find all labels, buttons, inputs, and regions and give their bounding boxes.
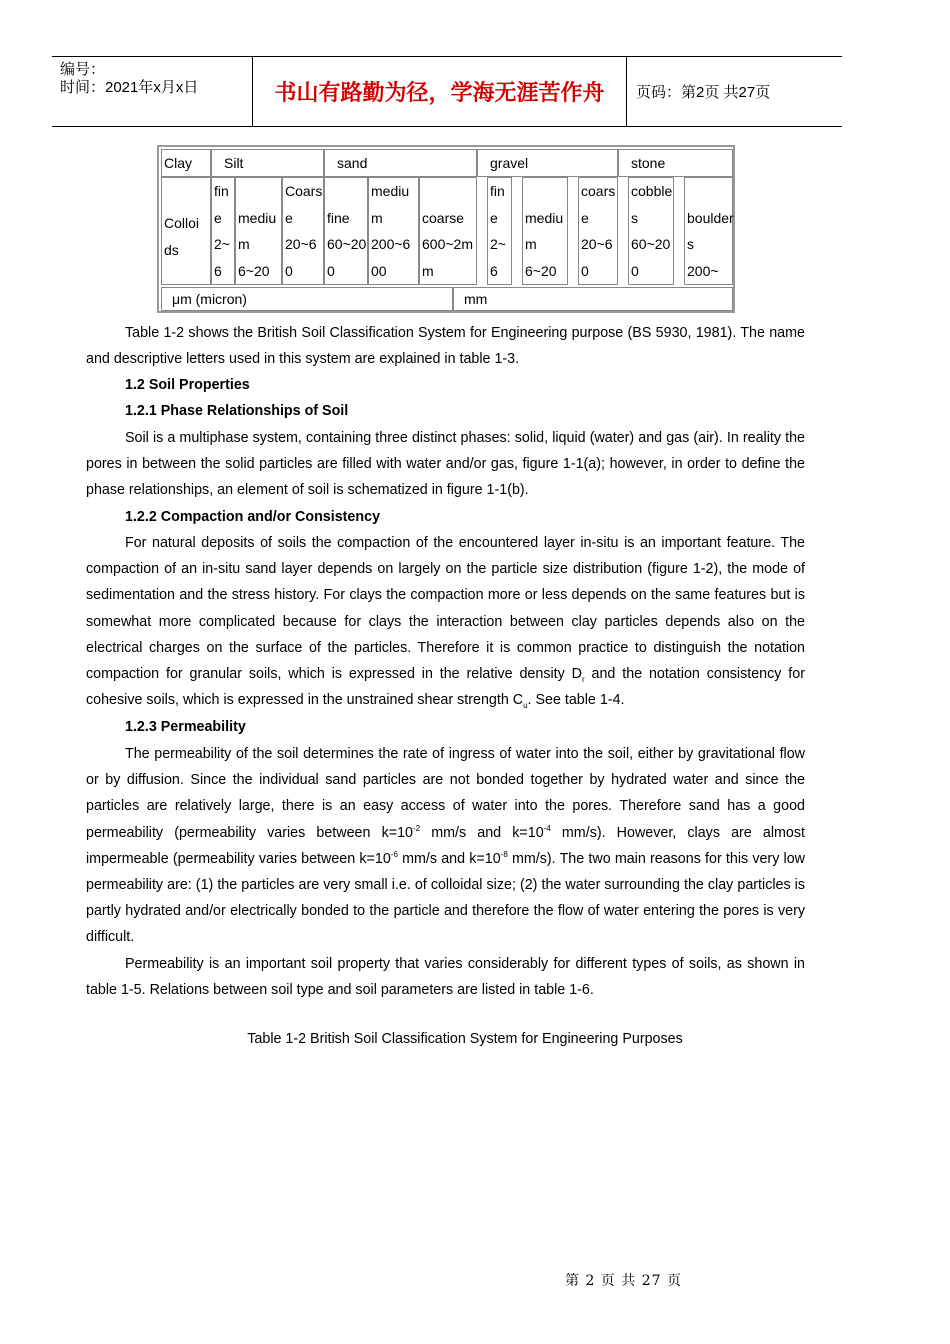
gravel-medium-cell: mediu m 6~20 — [522, 177, 568, 285]
header-motto-cell — [252, 57, 627, 126]
group-gravel: gravel — [477, 149, 618, 177]
heading-compaction: 1.2.2 Compaction and/or Consistency — [125, 509, 381, 525]
stone-boulders-cell: boulder s 200~ — [684, 177, 733, 285]
gravel-coarse-cell: coars e 20~6 0 — [578, 177, 618, 285]
silt-medium-cell: mediu m 6~20 — [235, 177, 282, 285]
header-page-cell — [626, 57, 842, 126]
group-clay: Clay — [161, 149, 211, 177]
page-footer-text: 第 2 页 共 27 页 — [565, 1273, 682, 1289]
group-silt: Silt — [211, 149, 324, 177]
unit-micron-cell: μm (micron) — [161, 287, 453, 311]
colloids-cell: Colloi ds — [161, 177, 211, 285]
grain-size-table — [157, 145, 735, 313]
silt-fine-cell: fin e 2~ 6 — [211, 177, 235, 285]
unit-mm-cell: mm — [453, 287, 733, 311]
number-label: 编号： — [60, 61, 106, 78]
sand-medium-cell: mediu m 200~6 00 — [368, 177, 419, 285]
heading-permeability: 1.2.3 Permeability — [125, 719, 246, 735]
heading-soil-properties: 1.2 Soil Properties — [125, 377, 250, 393]
stone-cobbles-cell: cobble s 60~20 0 — [628, 177, 674, 285]
group-stone: stone — [618, 149, 733, 177]
paragraph-compaction: For natural deposits of soils the compaction of the encountered layer in-situ is an important feature. The compaction of an in-situ sand layer depends on largely on the particle size distribution (figure 1-2), the mode of sedimentation and the stress history. For clays the compaction more or less depends on the same features but is somewhat more complicated because for clays the interaction between clay particles depends also on the electrical charges on the surface of the particles. Therefore it is common practice to distinguish the notation compaction for granular soils, which is expressed in the relative density $D_r$ and the notation consistency for cohesive soils, which is expressed in the unstrained shear strength $C_u$. See table 1-4. — [86, 535, 805, 711]
motto-text: 书山有路勤为径，学海无涯苦作舟 — [274, 81, 605, 106]
paragraph-table-1-2-intro: Table 1-2 shows the British Soil Classification System for Engineering purpose (BS 5930, 1981). The name and descriptive letters used in this system are explained in table 1-3. — [86, 325, 805, 368]
silt-coarse-cell: Coars e 20~6 0 — [282, 177, 324, 285]
group-sand: sand — [324, 149, 477, 177]
sand-fine-cell: fine 60~20 0 — [324, 177, 368, 285]
paragraph-phase-relationships: Soil is a multiphase system, containing three distinct phases: solid, liquid (water) and gas (air). In reality the pores in between the solid particles are filled with water and/or gas, figure 1-1(a); however, in order to define the phase relationships, an element of soil is schematized in figure 1-1(b). — [86, 430, 805, 499]
gravel-fine-cell: fin e 2~ 6 — [487, 177, 512, 285]
page-label: 页码：第2页 共27页 — [636, 84, 771, 101]
sand-coarse-cell: coarse 600~2m m — [419, 177, 477, 285]
table-1-2-caption: Table 1-2 British Soil Classification System for Engineering Purposes — [247, 1031, 683, 1047]
paragraph-permeability-types: Permeability is an important soil property that varies considerably for different types of soils, as shown in table 1-5. Relations between soil type and soil parameters are listed in table 1-6. — [86, 956, 805, 999]
header-meta — [52, 57, 252, 126]
time-label: 时间：2021年x月x日 — [60, 79, 199, 96]
paragraph-permeability: The permeability of the soil determines the rate of ingress of water into the soil, either by gravitational flow or by diffusion. Since the individual sand particles are not bonded together by hydrated water and since the particles are relatively large, there is an easy access of water into the pores. Therefore sand has a good permeability (permeability varies between $k=10^{-2}$ mm/s and $k=10^{-4}$ mm/s). However, clays are almost impermeable (permeability varies between $k=10^{-6}$ mm/s and $k=10^{-8}$ mm/s). The two main reasons for this very low permeability are: (1) the particles are very small i.e. of colloidal size; (2) the water surrounding the clay particles is partly hydrated and/or electrically bonded to the particle and therefore the flow of water entering the pores is very difficult. — [86, 746, 805, 946]
page-header — [52, 56, 842, 127]
heading-phase-relationships: 1.2.1 Phase Relationships of Soil — [125, 403, 349, 419]
